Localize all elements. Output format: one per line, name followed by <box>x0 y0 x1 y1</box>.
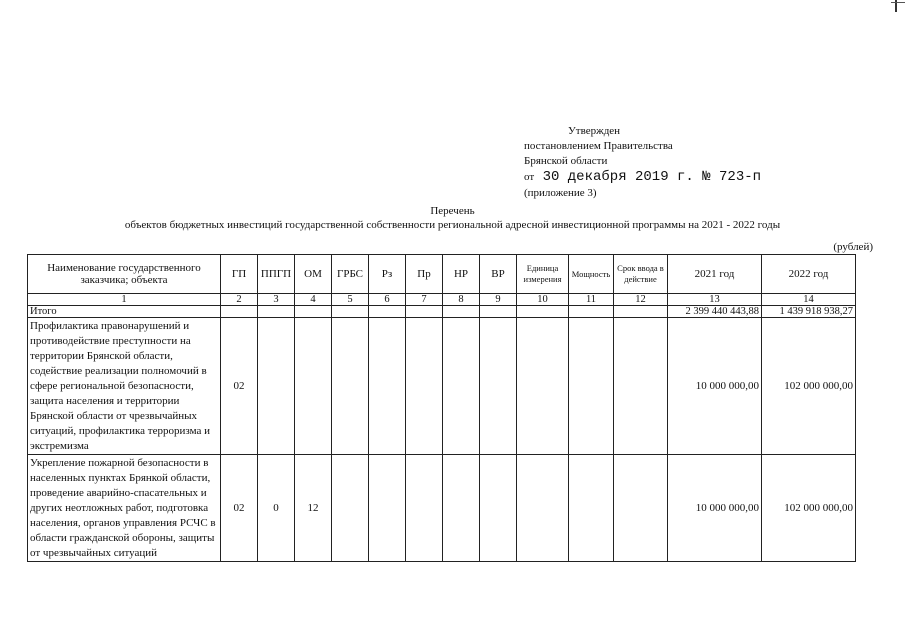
col-number: 9 <box>480 294 517 306</box>
col-number: 4 <box>295 294 332 306</box>
empty-cell <box>569 306 614 318</box>
investment-table <box>27 254 856 562</box>
units-label: (рублей) <box>833 241 873 253</box>
table-row <box>28 455 856 562</box>
scan-mark-line <box>891 2 905 3</box>
total-row <box>28 306 856 318</box>
amount-2022: 102 000 000,00 <box>762 318 856 455</box>
object-name: Профилактика правонарушений и противодействие преступности на территории Брянской области, содействие реализации полномочий в сфере региональной безопасности, защита населения и территории Брянской области от чрезвычайных ситуаций, профилактика терроризма и экстремизма <box>28 318 221 455</box>
table-row <box>28 318 856 455</box>
empty-cell <box>406 455 443 562</box>
empty-cell <box>614 455 668 562</box>
om-cell: 12 <box>295 455 332 562</box>
header-cell: Срок ввода в действие <box>614 255 668 294</box>
header-cell: НР <box>443 255 480 294</box>
empty-cell <box>517 455 569 562</box>
empty-cell <box>480 306 517 318</box>
header-cell: ОМ <box>295 255 332 294</box>
empty-cell <box>406 306 443 318</box>
empty-cell <box>517 306 569 318</box>
document-subtitle: объектов бюджетных инвестиций государственной собственности региональной адресной инвестиционной программы на 2021 - 2022 годы <box>124 219 781 231</box>
empty-cell <box>443 455 480 562</box>
col-number: 1 <box>28 294 221 306</box>
col-number: 6 <box>369 294 406 306</box>
empty-cell <box>517 318 569 455</box>
empty-cell <box>569 455 614 562</box>
header-cell: Наименование государственного заказчика; объекта <box>28 255 221 294</box>
approval-block <box>524 124 761 201</box>
empty-cell <box>369 455 406 562</box>
total-2022: 1 439 918 938,27 <box>762 306 856 318</box>
empty-cell <box>332 306 369 318</box>
header-cell: 2021 год <box>668 255 762 294</box>
col-number: 13 <box>668 294 762 306</box>
document-title: Перечень <box>430 205 475 217</box>
header-cell: ВР <box>480 255 517 294</box>
approval-date-line <box>524 169 761 186</box>
header-cell: Пр <box>406 255 443 294</box>
header-cell: ГРБС <box>332 255 369 294</box>
empty-cell <box>369 318 406 455</box>
empty-cell <box>295 306 332 318</box>
empty-cell <box>369 306 406 318</box>
amount-2022: 102 000 000,00 <box>762 455 856 562</box>
empty-cell <box>406 318 443 455</box>
om-cell <box>295 318 332 455</box>
empty-cell <box>614 306 668 318</box>
col-number: 5 <box>332 294 369 306</box>
col-number: 10 <box>517 294 569 306</box>
header-cell: ГП <box>221 255 258 294</box>
total-label: Итого <box>28 306 221 318</box>
header-cell: 2022 год <box>762 255 856 294</box>
ppgp-cell <box>258 318 295 455</box>
gp-cell: 02 <box>221 455 258 562</box>
col-number: 8 <box>443 294 480 306</box>
approval-date: 30 декабря 2019 г. <box>542 169 694 185</box>
col-number: 12 <box>614 294 668 306</box>
object-name: Укрепление пожарной безопасности в населенных пунктах Брянкой области, проведение аварийно-спасательных и других неотложных работ, подготовка населения, органов управления РСЧС в области гражданской обороны, защиты от чрезвычайных ситуаций <box>28 455 221 562</box>
col-number: 14 <box>762 294 856 306</box>
ppgp-cell: 0 <box>258 455 295 562</box>
empty-cell <box>332 318 369 455</box>
approval-line1: Утвержден <box>568 125 621 137</box>
empty-cell <box>443 318 480 455</box>
header-cell: Рз <box>369 255 406 294</box>
empty-cell <box>221 306 258 318</box>
empty-cell <box>443 306 480 318</box>
empty-cell <box>480 318 517 455</box>
approval-line5: (приложение 3) <box>524 187 597 199</box>
empty-cell <box>332 455 369 562</box>
total-2021: 2 399 440 443,88 <box>668 306 762 318</box>
header-cell: ППГП <box>258 255 295 294</box>
amount-2021: 10 000 000,00 <box>668 455 762 562</box>
empty-cell <box>258 306 295 318</box>
header-row <box>28 255 856 294</box>
approval-line3: Брянской области <box>524 155 608 167</box>
col-number: 11 <box>569 294 614 306</box>
header-cell: Единица измерения <box>517 255 569 294</box>
approval-line2: постановлением Правительства <box>524 140 673 152</box>
column-number-row <box>28 294 856 306</box>
col-number: 3 <box>258 294 295 306</box>
gp-cell: 02 <box>221 318 258 455</box>
header-cell: Мощность <box>569 255 614 294</box>
empty-cell <box>614 318 668 455</box>
amount-2021: 10 000 000,00 <box>668 318 762 455</box>
col-number: 7 <box>406 294 443 306</box>
col-number: 2 <box>221 294 258 306</box>
approval-number: № 723-п <box>702 169 762 185</box>
approval-prefix: от <box>524 171 535 183</box>
empty-cell <box>569 318 614 455</box>
empty-cell <box>480 455 517 562</box>
